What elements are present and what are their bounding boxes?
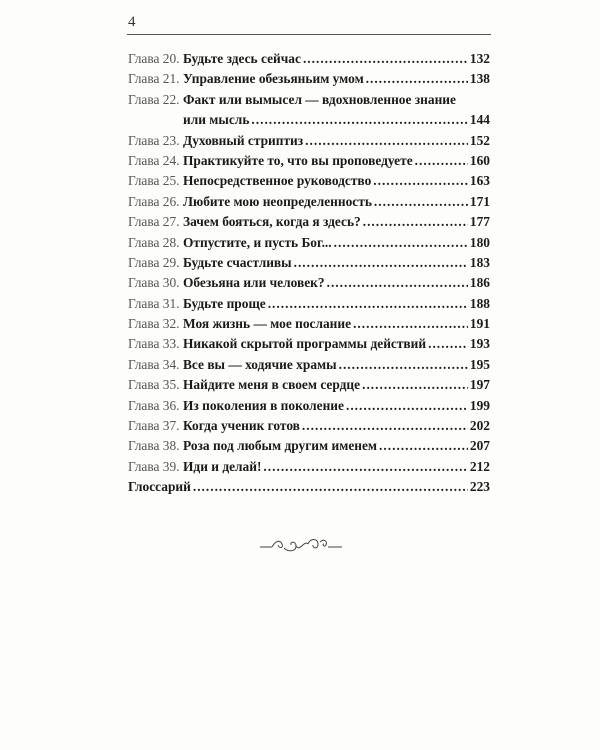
chapter-label: Глава 24. — [128, 152, 180, 168]
leader-dots — [302, 416, 468, 436]
chapter-label: Глава 37. — [128, 418, 180, 434]
leader-dots — [353, 314, 468, 334]
chapter-title: Будьте счастливы — [183, 254, 292, 270]
page-ref: 202 — [469, 418, 490, 434]
page-ref: 199 — [469, 397, 490, 413]
leader-dots — [305, 131, 468, 151]
page-ref: 177 — [469, 214, 490, 230]
leader-dots — [346, 396, 468, 416]
leader-dots — [303, 49, 468, 69]
toc-entry[interactable] — [128, 131, 490, 151]
leader-dots — [294, 253, 468, 273]
chapter-label: Глава 38. — [128, 438, 180, 454]
page-ref: 188 — [469, 295, 490, 311]
toc-entry[interactable] — [128, 253, 490, 273]
leader-dots — [263, 457, 467, 477]
chapter-title: Все вы — ходячие храмы — [183, 356, 337, 372]
toc-entry[interactable] — [128, 334, 490, 354]
toc-entry-continuation[interactable] — [128, 110, 490, 130]
page-ref: 152 — [469, 132, 490, 148]
leader-dots — [373, 171, 468, 191]
toc-entry-glossary[interactable] — [128, 477, 490, 497]
leader-dots — [379, 436, 468, 456]
page-ref: 144 — [469, 112, 490, 128]
chapter-title: Когда ученик готов — [183, 418, 300, 434]
chapter-label: Глава 32. — [128, 316, 180, 332]
chapter-label: Глава 23. — [128, 132, 180, 148]
page-ref: 160 — [469, 152, 490, 168]
chapter-title: Будьте проще — [183, 295, 266, 311]
page-ref: 138 — [469, 71, 490, 87]
toc-entry[interactable] — [128, 314, 490, 334]
toc-entry[interactable] — [128, 171, 490, 191]
chapter-label: Глава 34. — [128, 356, 180, 372]
chapter-label: Глава 21. — [128, 71, 180, 87]
chapter-label: Глава 25. — [128, 173, 180, 189]
chapter-title: Найдите меня в своем сердце — [183, 377, 361, 393]
page-ref: 207 — [469, 438, 490, 454]
toc-entry[interactable] — [128, 212, 490, 232]
toc-entry[interactable] — [128, 90, 490, 110]
toc-entry[interactable] — [128, 436, 490, 456]
leader-dots — [374, 192, 468, 212]
chapter-label: Глава 22. — [128, 91, 180, 107]
chapter-title: Отпустите, и пусть Бог... — [183, 234, 332, 250]
page-number: 4 — [128, 14, 136, 30]
chapter-label: Глава 39. — [128, 458, 180, 474]
chapter-title: Будьте здесь сейчас — [183, 51, 301, 66]
toc-entry[interactable] — [128, 192, 490, 212]
ornament-divider-icon — [258, 536, 344, 554]
header-rule — [127, 34, 491, 35]
chapter-label: Глава 27. — [128, 214, 180, 230]
page-ref: 193 — [469, 336, 490, 352]
chapter-title: Непосредственное руководство — [183, 173, 372, 189]
page-ref: 212 — [469, 458, 490, 474]
leader-dots — [193, 477, 468, 497]
toc-entry[interactable] — [128, 457, 490, 477]
chapter-label: Глава 28. — [128, 234, 180, 250]
chapter-label: Глава 30. — [128, 275, 180, 291]
chapter-title: Роза под любым другим именем — [183, 438, 378, 454]
toc-entry[interactable] — [128, 416, 490, 436]
chapter-label: Глава 26. — [128, 193, 180, 209]
leader-dots — [327, 273, 468, 293]
page-ref: 171 — [469, 193, 490, 209]
chapter-title: Никакой скрытой программы действий — [183, 336, 427, 352]
chapter-title: Управление обезьяньим умом — [183, 71, 364, 87]
toc-entry[interactable] — [128, 396, 490, 416]
toc-entry[interactable] — [128, 69, 490, 89]
chapter-label: Глава 31. — [128, 295, 180, 311]
toc-entry[interactable] — [128, 233, 490, 253]
leader-dots — [366, 69, 468, 89]
toc-entry[interactable] — [128, 355, 490, 375]
toc-entry[interactable] — [128, 375, 490, 395]
page-ref: 223 — [469, 479, 490, 495]
leader-dots — [362, 375, 468, 395]
chapter-title: Зачем бояться, когда я здесь? — [183, 214, 361, 230]
leader-dots — [339, 355, 468, 375]
chapter-label: Глава 29. — [128, 254, 180, 270]
toc-entry[interactable] — [128, 273, 490, 293]
leader-dots — [268, 294, 468, 314]
leader-dots — [428, 334, 468, 354]
toc-entry[interactable] — [128, 151, 490, 171]
chapter-label: Глава 36. — [128, 397, 180, 413]
page-ref: 180 — [469, 234, 490, 250]
glossary-title: Глоссарий — [128, 479, 191, 495]
chapter-title: Факт или вымысел — вдохновленное знание — [183, 91, 456, 107]
chapter-title: Моя жизнь — мое послание — [183, 316, 352, 332]
chapter-label: Глава 35. — [128, 377, 180, 393]
page-ref: 197 — [469, 377, 490, 393]
chapter-title: Любите мою неопределенность — [183, 193, 372, 209]
chapter-title: Практикуйте то, что вы проповедуете — [183, 152, 413, 168]
chapter-title: Духовный стриптиз — [183, 132, 304, 148]
chapter-label: Глава 20. — [128, 51, 180, 66]
page-ref: 191 — [469, 316, 490, 332]
chapter-title: Обезьяна или человек? — [183, 275, 325, 291]
page-ref: 163 — [469, 173, 490, 189]
leader-dots — [251, 110, 468, 130]
chapter-label: Глава 33. — [128, 336, 180, 352]
chapter-title: Иди и делай! — [183, 458, 262, 474]
chapter-title-cont: или мысль — [183, 112, 250, 128]
leader-dots — [334, 233, 468, 253]
page-ref: 186 — [469, 275, 490, 291]
leader-dots — [363, 212, 468, 232]
page-ref: 195 — [469, 356, 490, 372]
leader-dots — [415, 151, 468, 171]
page-ref: 132 — [469, 51, 490, 66]
page-ref: 183 — [469, 254, 490, 270]
toc-entry[interactable] — [128, 294, 490, 314]
toc-entry[interactable] — [128, 49, 490, 69]
chapter-title: Из поколения в поколение — [183, 397, 344, 413]
table-of-contents — [128, 49, 490, 498]
